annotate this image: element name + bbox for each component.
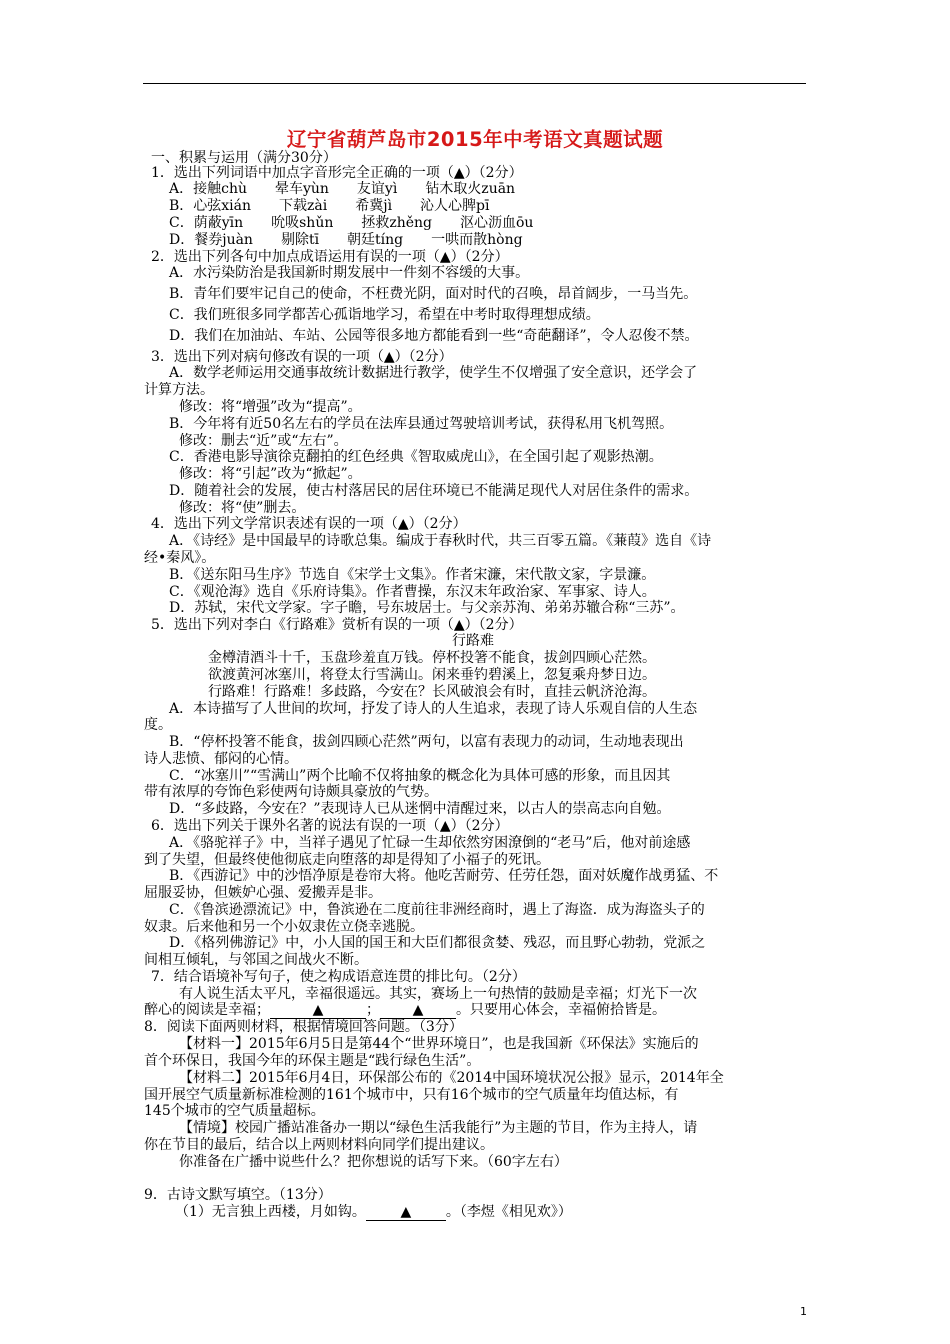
- option-line: A．本诗描写了人世间的坎坷，抒发了诗人的人生追求，表现了诗人乐观自信的人生态: [169, 701, 698, 717]
- answer-blank[interactable]: ▲: [380, 1002, 456, 1019]
- option-line: C．《鲁滨逊漂流记》中，鲁滨逊在二度前往非洲经商时，遇上了海盗．成为海盗头子的: [169, 902, 705, 918]
- question-line: 3．选出下列对病句修改有误的一项（▲）（2分）: [151, 349, 453, 365]
- option-line: A．水污染防治是我国新时期发展中一件刻不容缓的大事。: [169, 265, 530, 281]
- option-line: B．今年将有近50名左右的学员在法库县通过驾驶培训考试，获得私用飞机驾照。: [169, 416, 674, 432]
- option-line: 诗人悲愤、郁闷的心情。: [144, 751, 298, 767]
- question-line: 2．选出下列各句中加点成语运用有误的一项（▲）（2分）: [151, 249, 509, 265]
- option-line: C．《观沧海》选自《乐府诗集》。作者曹操，东汉末年政治家、军事家、诗人。: [169, 584, 656, 600]
- body-line: 国开展空气质量新标准检测的161个城市中，只有16个城市的空气质量年均值达标，有: [144, 1087, 679, 1103]
- option-line: B．青年们要牢记自己的使命，不枉费光阴，面对时代的召唤，昂首阔步，一马当先。: [169, 286, 698, 302]
- option-line: B．《送东阳马生序》节选自《宋学士文集》。作者宋濂，宋代散文家，字景濂。: [169, 567, 656, 583]
- revision-line: 修改：将“增强”改为“提高”。: [179, 399, 362, 415]
- option-line: D．餐券juàn 剔除tī 朝廷tíng 一哄而散hòng: [169, 232, 523, 248]
- option-line: D．苏轼，宋代文学家。字子瞻，号东坡居士。与父亲苏洵、弟弟苏辙合称“三苏”。: [169, 600, 685, 616]
- body-line: 145个城市的空气质量超标。: [144, 1103, 325, 1119]
- question-line: 6．选出下列关于课外名著的说法有误的一项（▲）（2分）: [151, 818, 509, 834]
- option-line: D．“多歧路，今安在？”表现诗人已从迷惘中清醒过来，以古人的崇高志向自勉。: [169, 801, 671, 817]
- revision-line: 修改：将“使”删去。: [179, 500, 306, 516]
- option-line: C．荫蔽yīn 吮吸shǔn 拯救zhěng 沤心沥血ōu: [169, 215, 534, 231]
- fill-blank-tail: 。（李煜《相见欢》）: [445, 1204, 572, 1220]
- option-line: C．我们班很多同学都苦心孤诣地学习，希望在中考时取得理想成绩。: [169, 307, 600, 323]
- option-line: 奴隶。后来他和另一个小奴隶佐立侥幸逃脱。: [144, 919, 424, 935]
- header-rule: [143, 83, 806, 84]
- answer-blank[interactable]: ▲: [270, 1002, 366, 1019]
- poem-line: 行路难！行路难！多歧路，今安在？长风破浪会有时，直挂云帆济沧海。: [208, 684, 656, 700]
- question-line: 1．选出下列词语中加点字音形完全正确的一项（▲）（2分）: [151, 165, 523, 181]
- fill-blank-lead: （1）无言独上西楼，月如钩。: [175, 1204, 366, 1220]
- revision-line: 修改：删去“近”或“左右”。: [179, 433, 348, 449]
- option-line: D．我们在加油站、车站、公园等很多地方都能看到一些“奇葩翻译”，令人忍俊不禁。: [169, 328, 699, 344]
- body-line: 【材料二】2015年6月4日，环保部公布的《2014中国环境状况公报》显示，2014年全: [179, 1070, 724, 1086]
- body-line: 有人说生活太平凡，幸福很遥远。其实，赛场上一句热情的鼓励是幸福；灯光下一次: [179, 986, 697, 1002]
- question-line: 4．选出下列文学常识表述有误的一项（▲）（2分）: [151, 516, 467, 532]
- poem-line: 金樽清酒斗十千，玉盘珍羞直万钱。停杯投箸不能食，拔剑四顾心茫然。: [208, 650, 656, 666]
- question-line: 8．阅读下面两则材料，根据情境回答问题。（3分）: [144, 1019, 463, 1035]
- option-line: A．数学老师运用交通事故统计数据进行教学，使学生不仅增强了安全意识，还学会了: [169, 365, 698, 381]
- question-line: 5．选出下列对李白《行路难》赏析有误的一项（▲）（2分）: [151, 617, 523, 633]
- option-line: 计算方法。: [144, 382, 214, 398]
- revision-line: 修改：将“引起”改为“掀起”。: [179, 466, 362, 482]
- option-line: 经•秦风》。: [144, 550, 216, 566]
- question-line: 7．结合语境补写句子，使之构成语意连贯的排比句。（2分）: [151, 969, 526, 985]
- option-line: 到了失望，但最终使他彻底走向堕落的却是得知了小福子的死讯。: [144, 852, 550, 868]
- option-line: C．“冰塞川”“雪满山”两个比喻不仅将抽象的概念化为具体可感的形象，而且因其: [169, 768, 671, 784]
- section-heading: 一、积累与运用（满分30分）: [151, 150, 337, 166]
- body-line: 【材料一】2015年6月5日是第44个“世界环境日”，也是我国新《环保法》实施后的: [179, 1036, 699, 1052]
- poem-line: 欲渡黄河冰塞川，将登太行雪满山。闲来垂钓碧溪上，忽复乘舟梦日边。: [208, 667, 656, 683]
- option-line: 屈服妥协，但嫉妒心强、爱搬弄是非。: [144, 885, 382, 901]
- option-line: 带有浓厚的夸饰色彩使两句诗颇具豪放的气势。: [144, 784, 438, 800]
- fill-blank-line: [175, 1203, 572, 1221]
- fill-blank-tail: 。只要用心体会，幸福俯拾皆是。: [456, 1002, 666, 1018]
- option-line: 间相互倾轧，与邻国之间战火不断。: [144, 952, 368, 968]
- body-line: 你在节目的最后，结合以上两则材料向同学们提出建议。: [144, 1137, 494, 1153]
- option-line: A．《骆驼祥子》中，当祥子遇见了忙碌一生却依然穷困潦倒的“老马”后，他对前途感: [169, 835, 691, 851]
- question-line: 9．古诗文默写填空。（13分）: [144, 1187, 332, 1203]
- option-line: A．《诗经》是中国最早的诗歌总集。编成于春秋时代，共三百零五篇。《蒹葭》选自《诗: [169, 533, 712, 549]
- option-line: B．《西游记》中的沙悟净原是卷帘大将。他吃苦耐劳、任劳任怨，面对妖魔作战勇猛、不: [169, 868, 719, 884]
- blank-separator: ；: [366, 1002, 380, 1018]
- option-line: 度。: [144, 717, 172, 733]
- option-line: A．接触chù 晕车yùn 友谊yì 钻木取火zuān: [169, 181, 516, 197]
- fill-blank-line: [144, 1001, 666, 1019]
- body-line: 你准备在广播中说些什么？把你想说的话写下来。（60字左右）: [179, 1154, 568, 1170]
- body-line: 【情境】校园广播站准备办一期以“绿色生活我能行”为主题的节目，作为主持人，请: [179, 1120, 698, 1136]
- fill-blank-lead: 醉心的阅读是幸福；: [144, 1002, 270, 1018]
- option-line: D．随着社会的发展，使古村落居民的居住环境已不能满足现代人对居住条件的需求。: [169, 483, 699, 499]
- option-line: D．《格列佛游记》中，小人国的国王和大臣们都很贪婪、残忍，而且野心勃勃，党派之: [169, 935, 706, 951]
- answer-blank[interactable]: ▲: [366, 1204, 446, 1221]
- poem-title: 行路难: [452, 633, 494, 649]
- option-line: B．“停杯投箸不能食，拔剑四顾心茫然”两句，以富有表现力的动词，生动地表现出: [169, 734, 684, 750]
- page-title: 辽宁省葫芦岛市2015年中考语文真题试题: [286, 128, 664, 151]
- page-number: 1: [800, 1305, 807, 1318]
- option-line: C．香港电影导演徐克翻拍的红色经典《智取威虎山》，在全国引起了观影热潮。: [169, 449, 663, 465]
- option-line: B．心弦xián 下载zài 希冀jì 沁人心脾pī: [169, 198, 490, 214]
- body-line: 首个环保日，我国今年的环保主题是“践行绿色生活”。: [144, 1053, 481, 1069]
